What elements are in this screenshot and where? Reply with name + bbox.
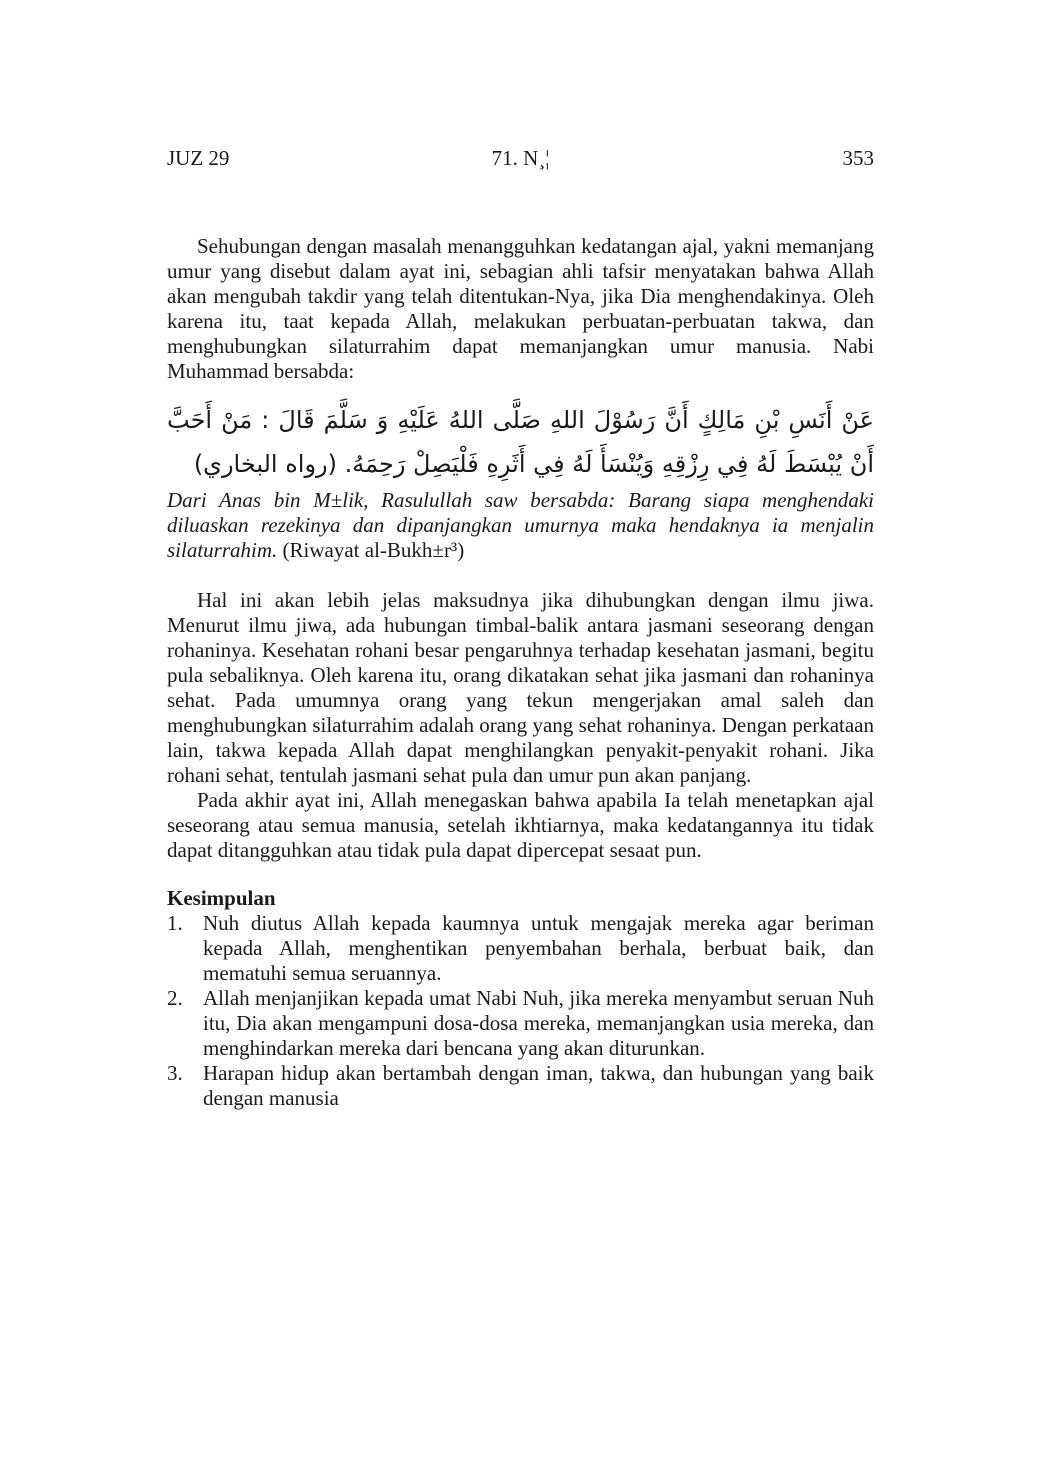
conclusion-list (167, 911, 874, 1111)
spacer (167, 863, 874, 885)
list-text: Harapan hidup akan bertambah dengan iman, takwa, dan hubungan yang baik dengan manusia (203, 1061, 874, 1110)
hadith-arabic: عَنْ أَنَسِ بْنِ مَالِكٍ أَنَّ رَسُوْلَ اللهِ صَلَّى اللهُ عَلَيْهِ وَ سَلَّمَ قَالَ : مَنْ أَحَبَّ أَنْ يُبْسَطَ لَهُ فِي رِزْقِهِ وَيُنْسَأَ لَهُ فِي أَثَرِهِ فَلْيَصِلْ رَحِمَهُ. (رواه البخاري) (167, 406, 874, 478)
conclusion-heading: Kesimpulan (167, 886, 276, 910)
paragraph-ilmu-jiwa: Hal ini akan lebih jelas maksudnya jika dihubungkan dengan ilmu jiwa. Menurut ilmu jiwa, ada hubungan timbal-balik antara jasmani seseorang dengan rohaninya. Kesehatan rohani besar pengaruhnya terhadap kesehatan jasmani, begitu pula sebaliknya. Oleh karena itu, orang dikatakan sehat jika jasmani dan rohaninya sehat. Pada umumnya orang yang tekun mengerjakan amal saleh dan menghubungkan silaturrahim adalah orang yang sehat rohaninya. Dengan perkataan lain, takwa kepada Allah dapat menghilangkan penyakit-penyakit rohani. Jika rohani sehat, tentulah jasmani sehat pula dan umur pun akan panjang. (167, 588, 874, 787)
page-number: 353 (842, 146, 874, 170)
paragraph-intro: Sehubungan dengan masalah menangguhkan kedatangan ajal, yakni memanjang umur yang disebut dalam ayat ini, sebagian ahli tafsir menyatakan bahwa Allah akan mengubah takdir yang telah ditentukan-Nya, jika Dia menghendakinya. Oleh karena itu, taat kepada Allah, melakukan perbuatan-perbuatan takwa, dan menghubungkan silaturrahim dapat memanjangkan umur manusia. Nabi Muhammad bersabda: (167, 234, 874, 383)
header-juz: JUZ 29 (167, 146, 230, 170)
translation-text: Dari Anas bin M±lik, Rasulullah saw bersabda: Barang siapa menghendaki diluaskan rezekinya dan dipanjangkan umurnya maka hendaknya ia menjalin silaturrahim. (167, 488, 874, 562)
list-item (167, 911, 874, 986)
translation-source: (Riwayat al-Bukh±r³) (277, 538, 465, 562)
list-text: Allah menjanjikan kepada umat Nabi Nuh, jika mereka menyambut seruan Nuh itu, Dia akan mengampuni dosa-dosa mereka, memanjangkan usia mereka, dan menghindarkan mereka dari bencana yang akan diturunkan. (203, 986, 874, 1060)
list-text: Nuh diutus Allah kepada kaumnya untuk mengajak mereka agar beriman kepada Allah, menghentikan penyembahan berhala, berbuat baik, dan mematuhi semua seruannya. (203, 911, 874, 985)
running-header (167, 146, 874, 172)
list-number: 2. (167, 986, 183, 1010)
list-item (167, 1061, 874, 1111)
page-body (167, 234, 874, 1111)
list-number: 3. (167, 1061, 183, 1085)
list-number: 1. (167, 911, 183, 935)
spacer (167, 563, 874, 588)
header-surah: 71. N¸¦ (491, 146, 550, 170)
paragraph-ajal: Pada akhir ayat ini, Allah menegaskan bahwa apabila Ia telah menetapkan ajal seseorang atau semua manusia, setelah ikhtiarnya, maka kedatangannya itu tidak dapat ditangguhkan atau tidak pula dapat dipercepat sesaat pun. (167, 788, 874, 862)
hadith-translation (167, 488, 874, 563)
list-item (167, 986, 874, 1061)
